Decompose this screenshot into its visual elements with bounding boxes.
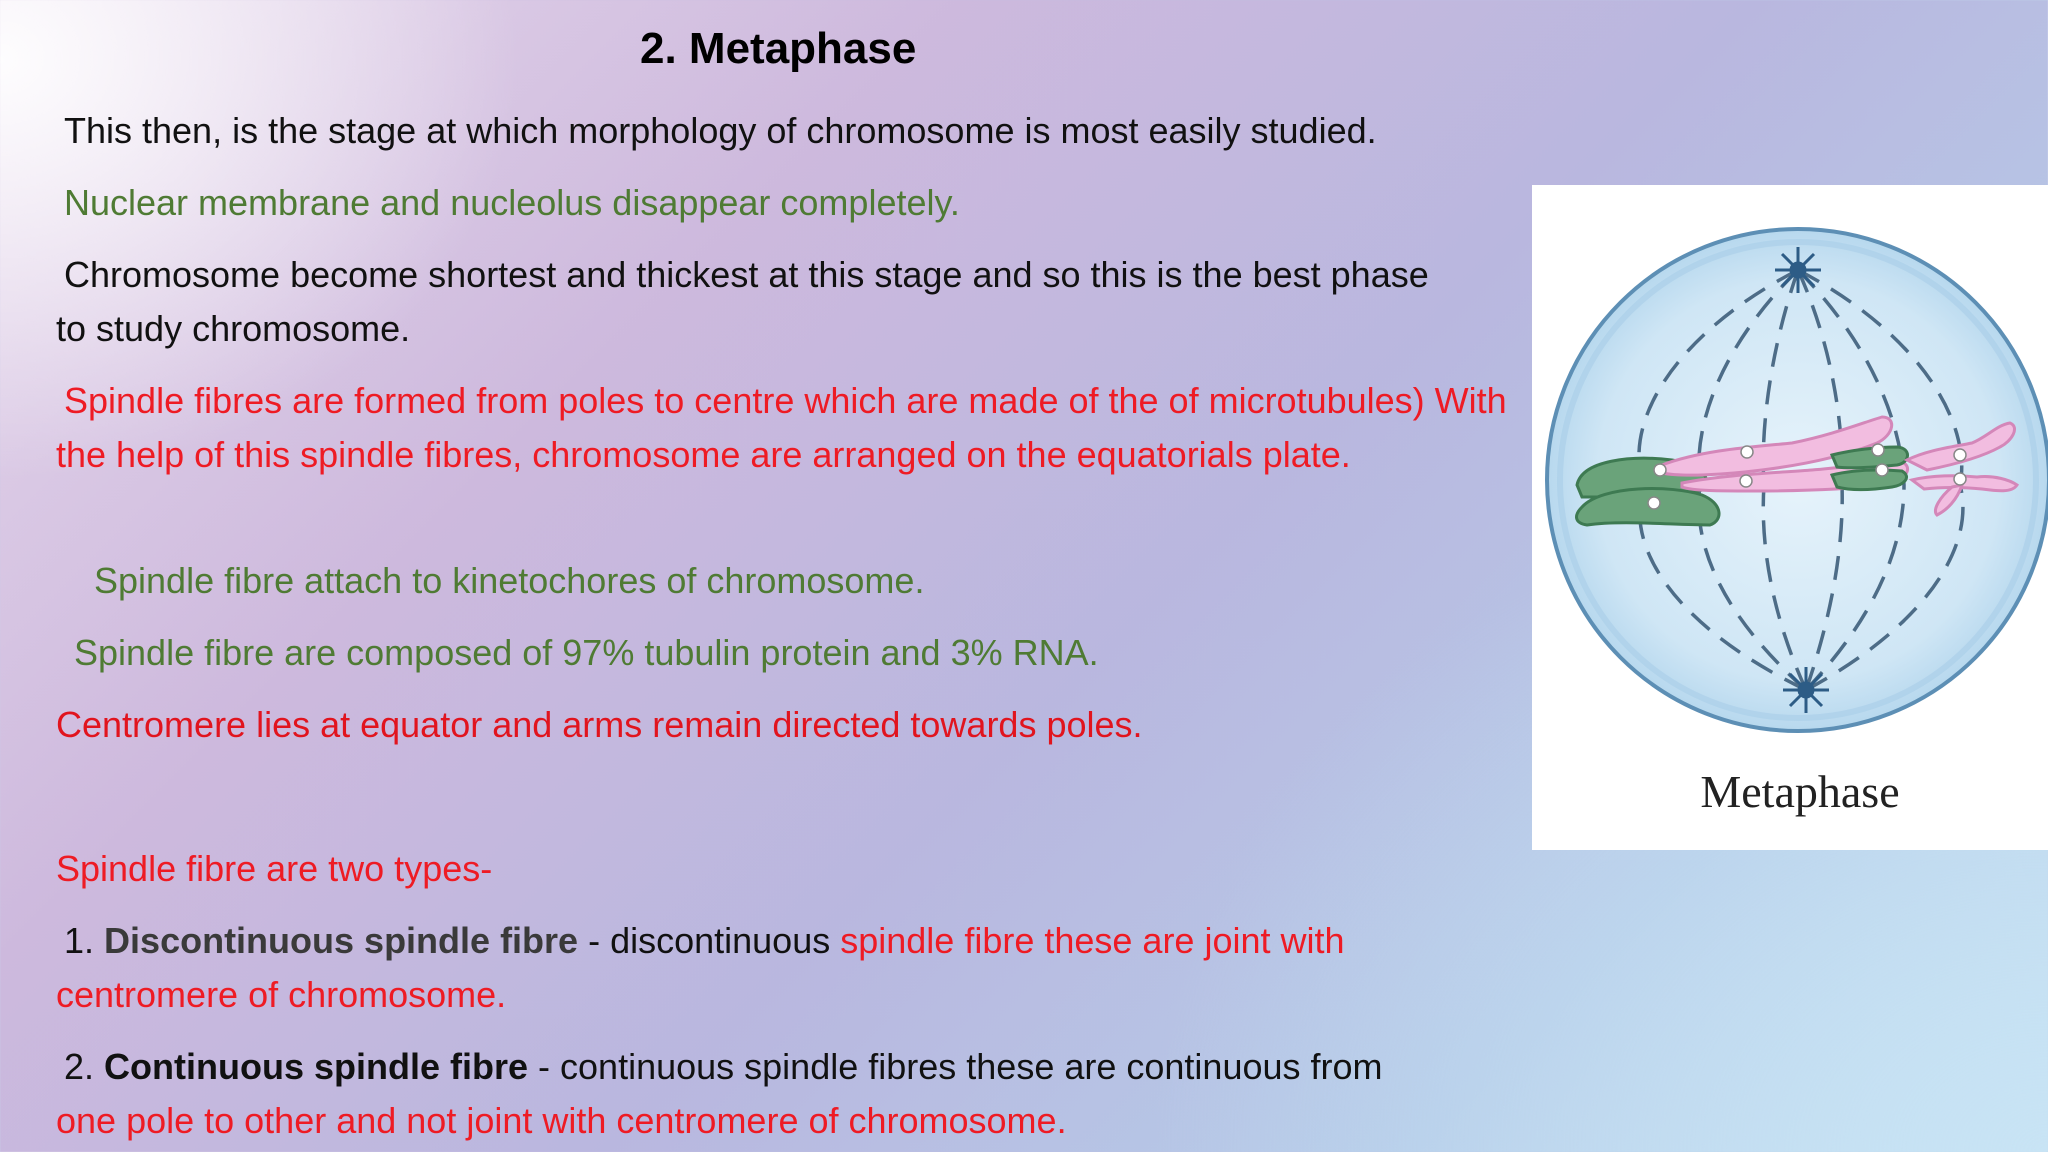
type1-description: spindle fibre these are joint with centromere of chromosome. xyxy=(56,920,1345,1015)
figure-caption: Metaphase xyxy=(1700,766,1900,817)
paragraph-nuclear-membrane: Nuclear membrane and nucleolus disappear completely. xyxy=(64,182,960,223)
type1-separator: - discontinuous xyxy=(578,920,841,961)
paragraph-spindle-formation: Spindle fibres are formed from poles to centre which are made of the of microtubules) With the help of this spindle fibres, chromosome are arranged on the equatorials plate. xyxy=(56,380,1507,475)
type2-description-1: - continuous spindle fibres these are continuous from xyxy=(528,1046,1383,1087)
type-continuous xyxy=(56,1040,1496,1148)
type2-name: Continuous spindle fibre xyxy=(104,1046,529,1087)
paragraph-kinetochores: Spindle fibre attach to kinetochores of chromosome. xyxy=(94,560,925,601)
slide-title: 2. Metaphase xyxy=(640,24,917,73)
paragraph-chromosome-shortest: Chromosome become shortest and thickest at this stage and so this is the best phase to study chromosome. xyxy=(56,254,1429,349)
metaphase-cell-diagram xyxy=(1532,185,2048,850)
types-heading: Spindle fibre are two types- xyxy=(56,848,493,889)
type2-number: 2. xyxy=(64,1046,95,1087)
metaphase-figure xyxy=(1532,185,2048,850)
paragraph-tubulin: Spindle fibre are composed of 97% tubulin protein and 3% RNA. xyxy=(74,632,1099,673)
type-discontinuous xyxy=(56,914,1496,1022)
paragraph-morphology: This then, is the stage at which morphology of chromosome is most easily studied. xyxy=(64,110,1377,151)
type1-name: Discontinuous spindle fibre xyxy=(104,920,579,961)
paragraph-centromere: Centromere lies at equator and arms remain directed towards poles. xyxy=(56,704,1143,745)
type1-number: 1. xyxy=(64,920,95,961)
type2-description-2: one pole to other and not joint with centromere of chromosome. xyxy=(56,1100,1067,1141)
